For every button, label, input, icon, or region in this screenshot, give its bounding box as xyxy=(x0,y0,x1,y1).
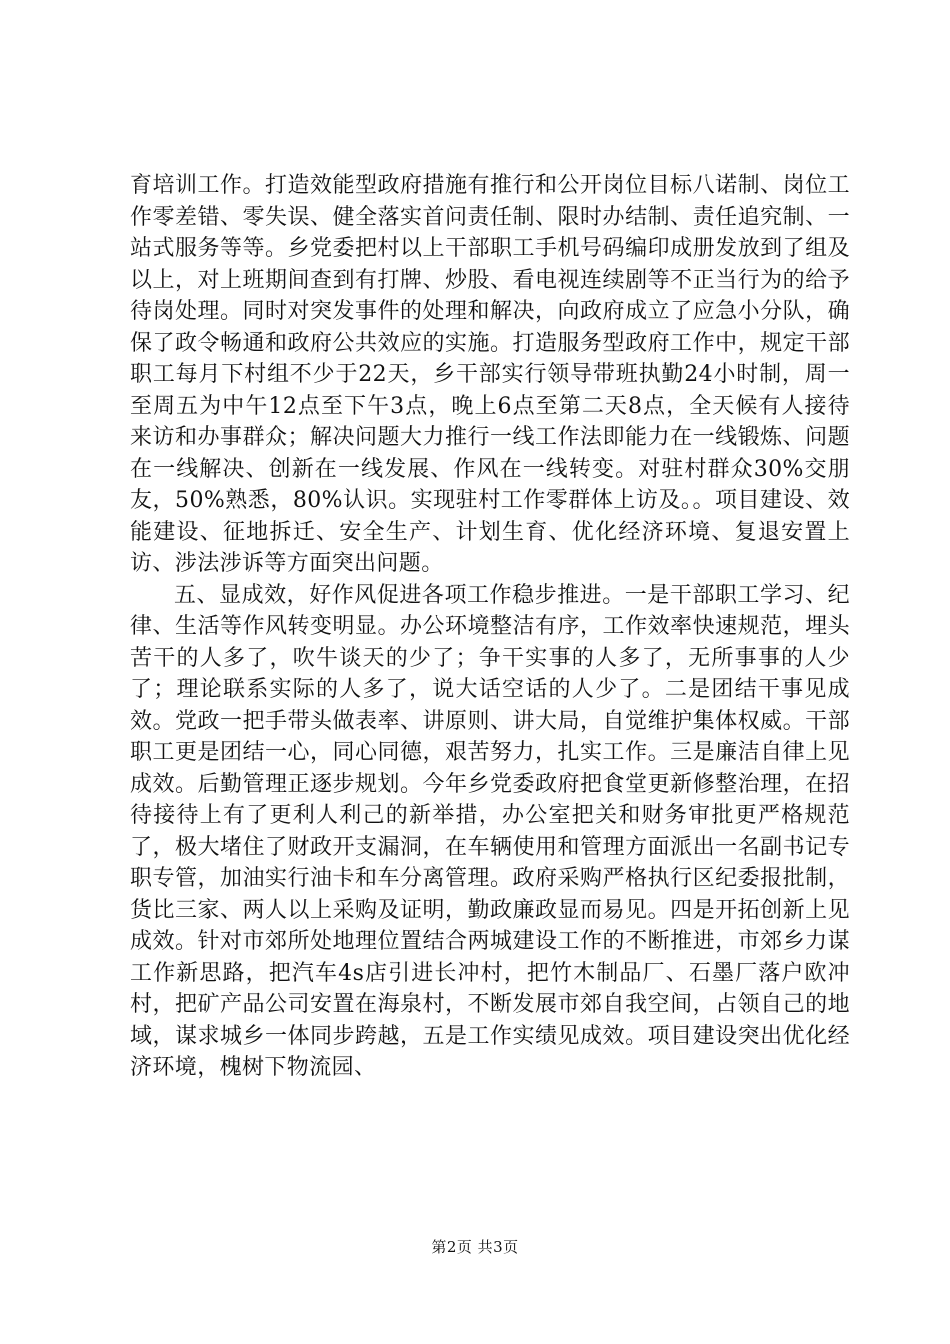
paragraph-1: 育培训工作。打造效能型政府措施有推行和公开岗位目标八诺制、岗位工作零差错、零失误、健全落实首问责任制、限时办结制、责任追究制、一站式服务等等。乡党委把村以上干部职工手机号码编印成册发放到了组及以上，对上班期间查到有打牌、炒股、看电视连续剧等不正当行为的给予待岗处理。同时对突发事件的处理和解决，向政府成立了应急小分队，确保了政令畅通和政府公共效应的实施。打造服务型政府工作中，规定干部职工每月下村组不少于22天，乡干部实行领导带班执勤24小时制，周一至周五为中午12点至下午3点，晚上6点至第二天8点，全天候有人接待来访和办事群众；解决问题大力推行一线工作法即能力在一线锻炼、问题在一线解决、创新在一线发展、作风在一线转变。对驻村群众30%交朋友，50%熟悉，80%认识。实现驻村工作零群体上访及。。项目建设、效能建设、征地拆迁、安全生产、计划生育、优化经济环境、复退安置上访、涉法涉诉等方面突出问题。 xyxy=(130,173,850,576)
body-text xyxy=(130,170,850,1084)
paragraph-2: 五、显成效，好作风促进各项工作稳步推进。一是干部职工学习、纪律、生活等作风转变明显。办公环境整洁有序，工作效率快速规范，埋头苦干的人多了，吹牛谈天的少了；争干实事的人多了，无所事事的人少了；理论联系实际的人多了，说大话空话的人少了。二是团结干事见成效。党政一把手带头做表率、讲原则、讲大局，自觉维护集体权威。干部职工更是团结一心，同心同德，艰苦努力，扎实工作。三是廉洁自律上见成效。后勤管理正逐步规划。今年乡党委政府把食堂更新修整治理，在招待接待上有了更利人利己的新举措，办公室把关和财务审批更严格规范了，极大堵住了财政开支漏洞，在车辆使用和管理方面派出一名副书记专职专管，加油实行油卡和车分离管理。政府采购严格执行区纪委报批制，货比三家、两人以上采购及证明，勤政廉政显而易见。四是开拓创新上见成效。针对市郊所处地理位置结合两城建设工作的不断推进，市郊乡力谋工作新思路，把汽车4s店引进长冲村，把竹木制品厂、石墨厂落户欧冲村，把矿产品公司安置在海泉村，不断发展市郊自我空间，占领自己的地域，谋求城乡一体同步跨越，五是工作实绩见成效。项目建设突出优化经济环境，槐树下物流园、 xyxy=(130,582,850,1080)
page-number-footer: 第2页 共3页 xyxy=(431,1238,519,1256)
